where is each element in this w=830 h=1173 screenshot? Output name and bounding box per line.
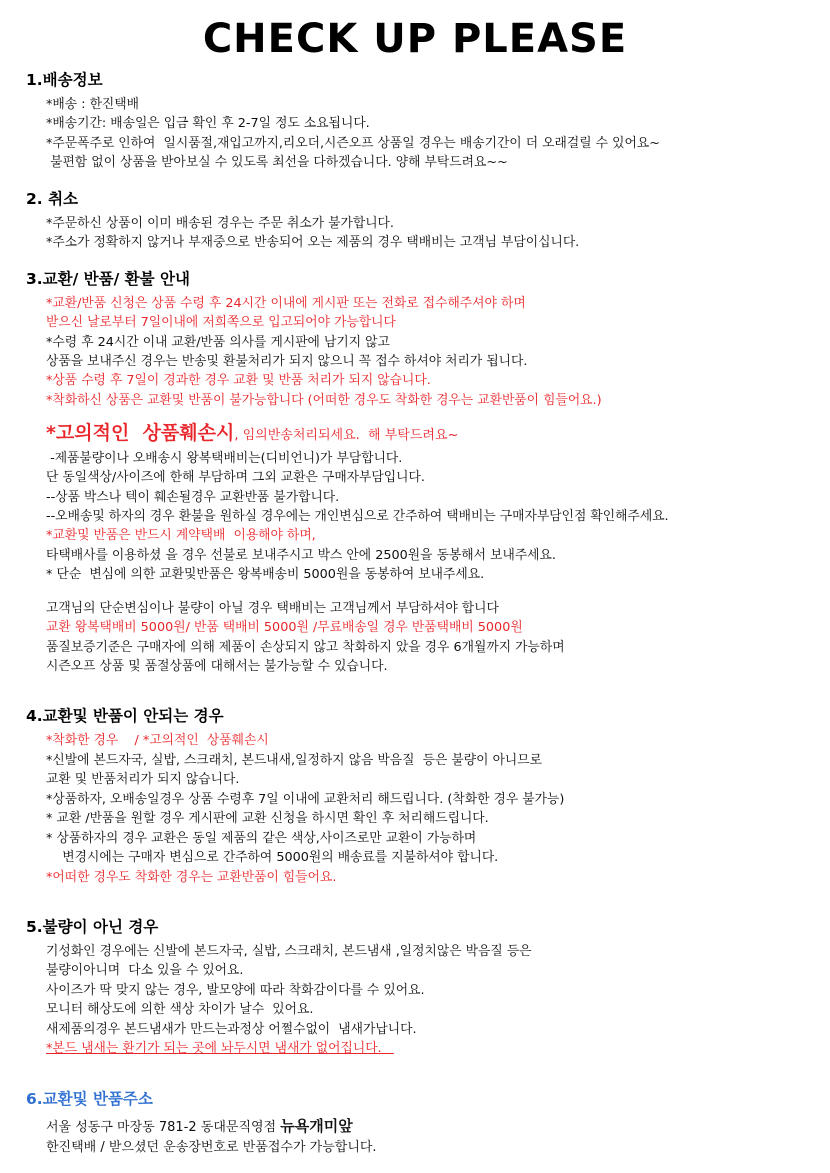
text-line: 변경시에는 구매자 변심으로 간주하여 5000원의 배송료를 지불하셔야 합니다. — [46, 850, 499, 866]
section-not-defect — [0, 915, 830, 1059]
text-line: *교환/반품 신청은 상품 수령 후 24시간 이내에 게시판 또는 전화로 접수해주셔야 하며 — [46, 295, 526, 311]
text-line: * 상품하자의 경우 교환은 동일 제품의 같은 색상,사이즈로만 교환이 가능하며 — [46, 830, 477, 846]
text-line: 시즌오프 상품 및 품절상품에 대해서는 불가능할 수 있습니다. — [46, 659, 388, 675]
text-line: *배송 : 한진택배 — [46, 97, 140, 112]
section-shipping — [0, 68, 830, 173]
section-body-return-address — [0, 1114, 830, 1160]
section-cancel — [0, 187, 830, 253]
text-line: *어떠한 경우도 착화한 경우는 교환반품이 힘들어요. — [46, 869, 337, 885]
section-heading-shipping: 1.배송정보 — [26, 71, 103, 89]
text-line: 기성화인 경우에는 신발에 본드자국, 실밥, 스크래치, 본드냄새 ,일정치않은 박음질 등은 — [46, 943, 532, 959]
text-line: --상품 박스나 텍이 훼손될경우 교환반품 불가합니다. — [46, 489, 340, 505]
damage-warning-headline — [46, 418, 830, 448]
text-line: 사이즈가 딱 맞지 않는 경우, 발모양에 따라 착화감이다를 수 있어요. — [46, 982, 425, 998]
section-heading-cancel: 2. 취소 — [26, 189, 79, 208]
text-line: 품질보증기준은 구매자에 의해 제품이 손상되지 않고 착화하지 았을 경우 6개월까지 가능하며 — [46, 639, 565, 655]
section-body-cancel — [0, 214, 830, 253]
text-line: 새제품의경우 본드냄새가 만드는과정상 어쩔수없이 냄새가납니다. — [46, 1021, 417, 1037]
text-line: 고객님의 단순변심이나 불량이 아닐 경우 택배비는 고객님께서 부담하셔야 합니다 — [46, 600, 499, 616]
text-line: 불량이아니며 다소 있을 수 있어요. — [46, 963, 244, 979]
shop-name: 뉴욕개미앞 — [280, 1116, 353, 1135]
return-courier-line: 한진택배 / 받으셨던 운송장번호로 반품접수가 가능합니다. — [46, 1140, 377, 1156]
section-body-shipping — [0, 95, 830, 173]
text-line: *상품하자, 오배송일경우 상품 수령후 7일 이내에 교환처리 해드립니다. (착화한 경우 불가능) — [46, 791, 565, 807]
text-line: *상품 수령 후 7일이 경과한 경우 교환 및 반품 처리가 되지 않습니다. — [46, 373, 431, 389]
text-line: *배송기간: 배송일은 입금 확인 후 2-7일 정도 소요됩니다. — [46, 116, 370, 132]
page-title: CHECK UP PLEASE — [202, 16, 628, 62]
text-line: 단 동일색상/사이즈에 한해 부담하며 그외 교환은 구매자부담입니다. — [46, 470, 425, 486]
text-line: *주문하신 상품이 이미 배송된 경우는 주문 취소가 불가합니다. — [46, 215, 394, 231]
text-line: 교환 및 반품처리가 되지 않습니다. — [46, 772, 240, 788]
section-body-not-defect — [0, 942, 830, 1059]
text-line: 받으신 날로부터 7일이내에 저희쪽으로 입고되어야 가능합니다 — [46, 315, 396, 331]
text-line: *신발에 본드자국, 실밥, 스크래치, 본드내새,일정하지 않음 박음질 등은 불량이 아니므로 — [46, 752, 543, 768]
return-address-text: 서울 성동구 마장동 781-2 동대문직영점 — [46, 1119, 281, 1135]
text-line: --오배송및 하자의 경우 환불을 원하실 경우에는 개인변심으로 간주하여 택배비는 구매자부담인점 확인해주세요. — [46, 508, 669, 524]
text-line: 타택배사를 이용하셨 을 경우 선불로 보내주시고 박스 안에 2500원을 동봉해서 보내주세요. — [46, 547, 556, 563]
text-line: *착화하신 상품은 교환및 반품이 불가능합니다 (어떠한 경우도 착화한 경우는 교환반품이 힘들어요.) — [46, 392, 602, 408]
section-body-exchange — [0, 294, 830, 411]
shipping-fee-line: 교환 왕복택배비 5000원/ 반품 택배비 5000원 /무료배송일 경우 반품택배비 5000원 — [46, 620, 523, 636]
damage-warning-block — [0, 418, 830, 676]
text-line: * 교환 /반품을 원할 경우 게시판에 교환 신청을 하시면 확인 후 처리해드립니다. — [46, 811, 489, 827]
section-heading-return-address: 6.교환및 반품주소 — [26, 1089, 153, 1108]
section-heading-not-defect: 5.불량이 아닌 경우 — [26, 917, 159, 936]
text-line: *교환및 반품은 반드시 계약택배 이용해야 하며, — [46, 528, 316, 544]
section-heading-no-exchange: 4.교환및 반품이 안되는 경우 — [26, 707, 224, 726]
text-line: * 단순 변심에 의한 교환및반품은 왕복배송비 5000원을 동봉하여 보내주세요. — [46, 567, 485, 583]
text-line: *수령 후 24시간 이내 교환/반품 의사를 게시판에 남기지 않고 — [46, 334, 390, 350]
text-line: -제품불량이나 오배송시 왕복택배비는(디비언니)가 부담합니다. — [46, 450, 403, 466]
damage-warning-title: *고의적인 상품훼손시 — [46, 422, 235, 445]
section-heading-exchange: 3.교환/ 반품/ 환불 안내 — [26, 269, 190, 288]
text-line: 모니터 해상도에 의한 색상 차이가 날수 있어요. — [46, 1002, 314, 1018]
damage-warning-suffix: , 임의반송처리되세요. 해 부탁드려요~ — [234, 428, 459, 444]
text-line: *주문폭주로 인하여 일시품절,재입고까지,리오더,시즌오프 상품일 경우는 배송기간이 더 오래걸릴 수 있어요~ — [46, 135, 660, 151]
section-exchange-return-refund — [0, 267, 830, 677]
section-return-address — [0, 1087, 830, 1160]
text-line: *주소가 정확하지 않거나 부재중으로 반송되어 오는 제품의 경우 택배비는 고객님 부담이십니다. — [46, 235, 580, 251]
return-address-line — [46, 1114, 830, 1139]
text-line: *본드 냄새는 환기가 되는 곳에 놔두시면 냄새가 없어집니다. — [46, 1041, 394, 1057]
text-line: 불편함 없이 상품을 받아보실 수 있도록 최선을 다하겠습니다. 양해 부탁드려요~~ — [46, 155, 508, 171]
section-no-exchange-cases — [0, 704, 830, 887]
text-line: *착화한 경우 / *고의적인 상품훼손시 — [46, 733, 269, 749]
text-line: 상품을 보내주신 경우는 반송및 환불처리가 되지 않으니 꼭 접수 하셔야 처리가 됩니다. — [46, 353, 528, 369]
section-body-no-exchange — [0, 731, 830, 887]
